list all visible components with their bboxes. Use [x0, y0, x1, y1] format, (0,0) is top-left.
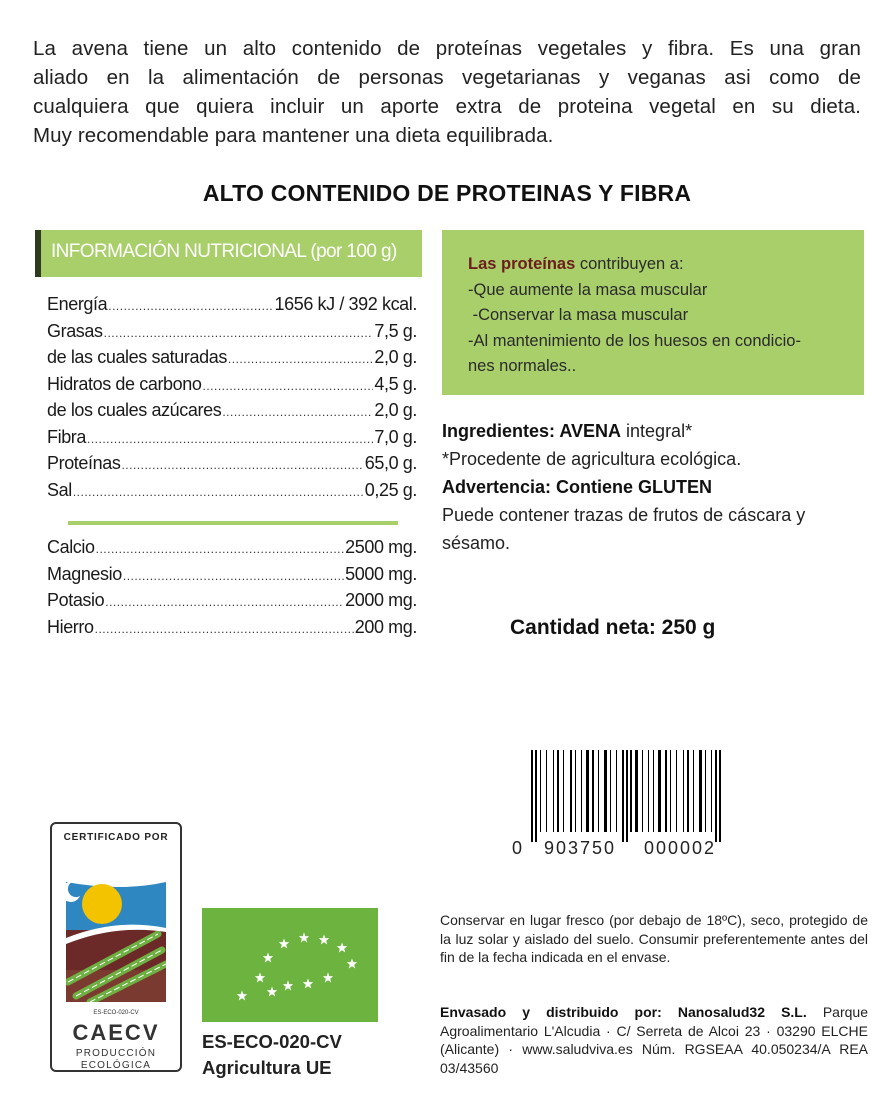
barcode-digits-left: 903750 — [544, 838, 617, 858]
net-quantity: Cantidad neta: 250 g — [510, 616, 716, 639]
caecv-emblem-icon — [66, 852, 166, 1002]
eu-organic-leaf-icon — [202, 908, 378, 1022]
barcode-bar — [592, 750, 594, 834]
barcode-bar — [616, 750, 617, 834]
distributor-info — [440, 1003, 868, 1077]
nutrient-value: 4,5 g. — [374, 373, 417, 394]
distributor-text: Parque Agroalimentario L'Alcudia · C/ Serreta de Alcoi 23 · 03290 ELCHE (Alicante) · www.saludviva.es Núm. RGSEAA 40.050234/A REA 03/43560 — [440, 1004, 868, 1076]
mineral-row — [47, 617, 417, 644]
nutrient-value: 7,0 g. — [374, 426, 417, 447]
nutrient-label: de los cuales azúcares — [47, 400, 222, 420]
caecv-subtitle: PRODUCCIÓN — [75, 1048, 157, 1059]
nutrition-table — [47, 294, 417, 506]
barcode-bar — [683, 750, 684, 834]
storage-instructions: Conservar en lugar fresco (por debajo de 18ºC), seco, protegido de la luz solar y aislado del suelo. Consumir preferentemente antes del fin de la fecha indicada en el envase. — [440, 912, 868, 965]
proteins-benefit: nes normales.. — [468, 357, 577, 375]
mineral-label: Hierro — [47, 616, 94, 637]
ingredients-text: integral* — [621, 421, 693, 441]
proteins-intro: contribuyen a: — [575, 255, 684, 273]
nutrition-title: INFORMACIÓN NUTRICIONAL (por 100 g) — [51, 241, 397, 262]
barcode-bar — [642, 750, 643, 834]
barcode-bar — [653, 750, 654, 834]
caecv-certification-logo — [50, 822, 182, 1072]
barcode-bar — [604, 750, 607, 834]
eu-agriculture-text: Agricultura UE — [202, 1057, 332, 1078]
distributor-label: Envasado y distribuido por: Nanosalud32 S.L. — [440, 1004, 807, 1020]
nutrition-header — [35, 230, 422, 277]
barcode-bar — [553, 750, 554, 834]
barcode-bar — [546, 750, 547, 834]
ingredients-note: *Procedente de agricultura ecológica. — [442, 449, 742, 469]
nutrient-value: 65,0 g. — [364, 453, 417, 473]
eu-code: ES-ECO-020-CV — [202, 1031, 342, 1052]
mineral-row — [47, 537, 417, 564]
barcode-bar — [610, 750, 611, 834]
nutrient-value: 2,0 g. — [374, 347, 417, 367]
allergen-warning: Advertencia: Contiene GLUTEN — [442, 477, 713, 497]
nutrient-label: Hidratos de carbono — [47, 373, 202, 394]
nutrient-label: Sal — [47, 479, 72, 500]
barcode-bar — [665, 750, 667, 834]
caecv-name: CAECV — [72, 1020, 160, 1045]
intro-line: cualquiera que quiera incluir un aporte extra de proteina vegetal en su dieta. — [33, 95, 861, 118]
intro-line: La avena tiene un alto contenido de proteínas vegetales y fibra. Es una gran — [33, 37, 861, 60]
proteins-box — [442, 230, 864, 395]
minerals-table — [47, 537, 417, 643]
nutrition-separator — [68, 521, 398, 525]
nutrition-row — [47, 347, 417, 374]
mineral-value: 200 mg. — [354, 616, 417, 637]
nutrient-label: Grasas — [47, 320, 103, 341]
barcode-bar — [670, 750, 671, 834]
nutrition-row — [47, 294, 417, 321]
barcode-bar — [648, 750, 649, 834]
nutrition-row — [47, 427, 417, 454]
nutrition-row — [47, 480, 417, 507]
barcode-bar — [581, 750, 582, 834]
proteins-benefit: -Al mantenimiento de los huesos en condicio- — [468, 331, 801, 350]
barcode — [510, 750, 740, 862]
proteins-title: Las proteínas — [468, 255, 576, 273]
traces-warning: Puede contener trazas de frutos de cáscara y sésamo. — [442, 505, 806, 553]
intro-line: aliado en la alimentación de personas vegetarianas y veganas asi como de — [33, 66, 861, 89]
mineral-row — [47, 590, 417, 617]
barcode-bar — [540, 750, 541, 834]
barcode-bar — [711, 750, 712, 834]
eu-organic-code — [202, 1029, 342, 1081]
barcode-bar — [586, 750, 589, 834]
nutrient-value: 0,25 g. — [364, 479, 417, 500]
mineral-label: Calcio — [47, 537, 95, 557]
barcode-bar — [557, 750, 559, 834]
barcode-bar — [699, 750, 702, 834]
nutrition-row — [47, 400, 417, 427]
nutrient-value: 7,5 g. — [374, 320, 417, 341]
mineral-value: 5000 mg. — [345, 563, 417, 584]
barcode-bar — [676, 750, 677, 834]
caecv-code: ES-ECO-020-CV — [93, 1010, 139, 1016]
mineral-value: 2500 mg. — [345, 537, 417, 557]
caecv-subtitle: ECOLÓGICA — [80, 1060, 152, 1071]
ingredients-label: Ingredientes: AVENA — [442, 421, 622, 441]
headline: ALTO CONTENIDO DE PROTEINAS Y FIBRA — [202, 180, 692, 206]
mineral-label: Potasio — [47, 590, 105, 610]
barcode-bar — [630, 750, 632, 834]
mineral-value: 2000 mg. — [345, 590, 417, 610]
proteins-benefit: -Que aumente la masa muscular — [468, 280, 708, 299]
barcode-digit-prefix: 0 — [512, 838, 523, 858]
nutrient-label: Fibra — [47, 426, 87, 447]
mineral-label: Magnesio — [47, 563, 122, 584]
barcode-bar — [705, 750, 706, 834]
nutrition-row — [47, 374, 417, 401]
barcode-bar — [598, 750, 599, 834]
header-accent-bar — [35, 230, 41, 277]
nutrient-value: 2,0 g. — [374, 400, 417, 420]
barcode-bar — [693, 750, 694, 834]
nutrient-value: 1656 kJ / 392 kcal. — [274, 294, 417, 314]
mineral-row — [47, 564, 417, 591]
nutrition-row — [47, 321, 417, 348]
proteins-benefit: -Conservar la masa muscular — [468, 306, 689, 324]
barcode-bar — [570, 750, 572, 834]
barcode-bar — [563, 750, 564, 834]
ingredients-block — [442, 417, 872, 557]
nutrient-label: Proteínas — [47, 453, 121, 473]
barcode-bar — [575, 750, 576, 834]
caecv-top-text: CERTIFICADO POR — [63, 832, 169, 843]
barcode-digits-right: 000002 — [644, 838, 717, 858]
barcode-bar — [658, 750, 661, 834]
nutrient-label: de las cuales saturadas — [47, 347, 227, 367]
barcode-bar — [635, 750, 638, 834]
barcode-bar — [687, 750, 689, 834]
intro-line: Muy recomendable para mantener una dieta equilibrada. — [33, 124, 554, 147]
intro-paragraph — [33, 34, 861, 150]
nutrition-row — [47, 453, 417, 480]
nutrient-label: Energía — [47, 294, 108, 314]
